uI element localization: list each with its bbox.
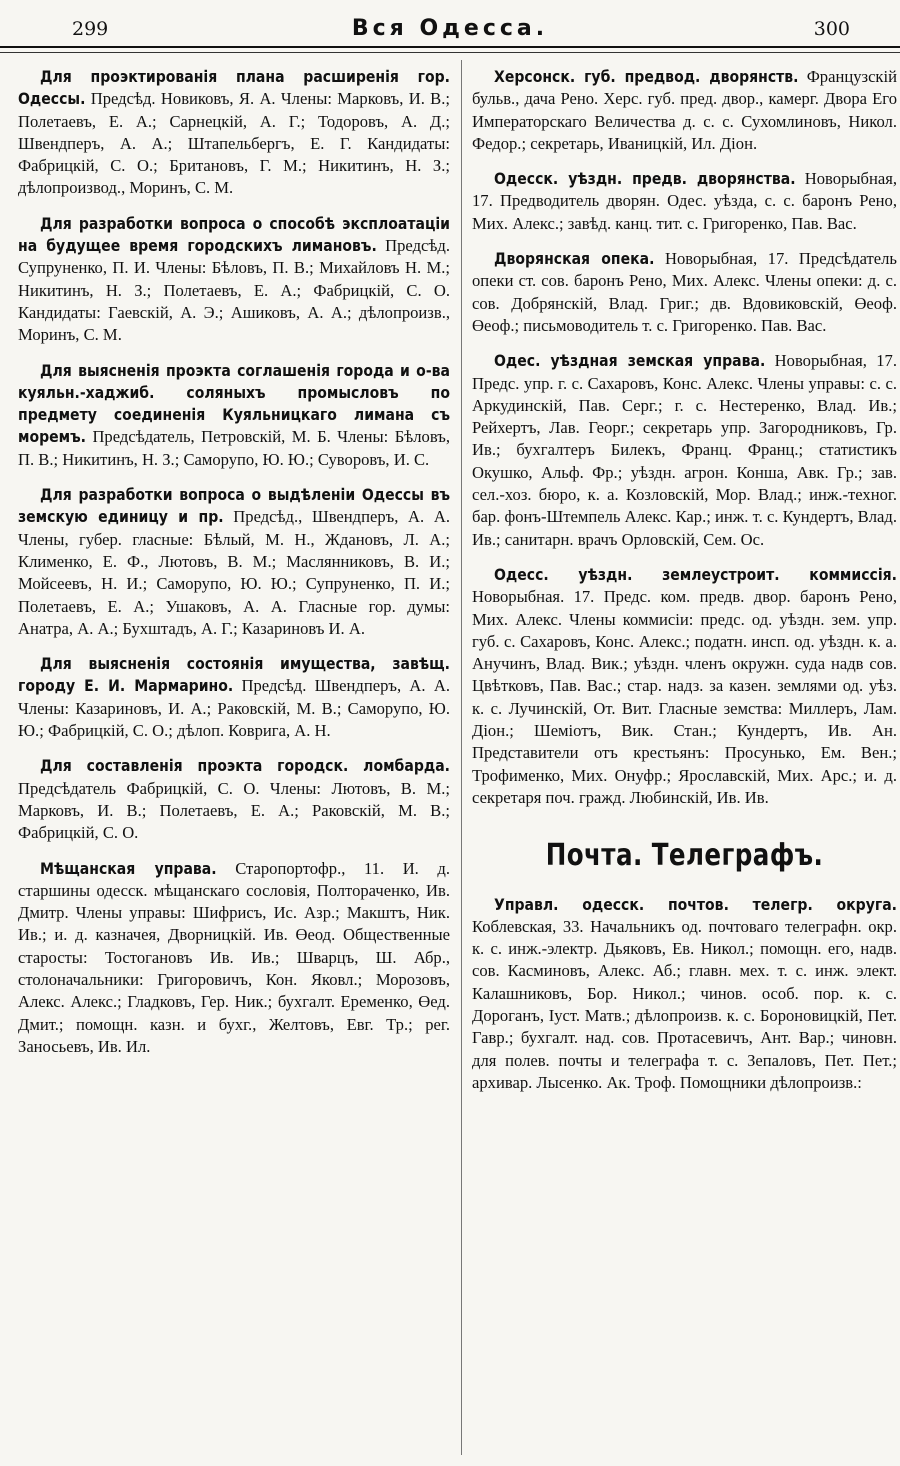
entry-text: Новорыбная, 17. Предс. упр. г. с. Сахаровъ, Конс. Алекс. Члены управы: с. с. Аркудинскій, Пав. Серг.; г. с. Нестеренко, Влад. Ив.; Рейхертъ, Лав. Георг.; секретарь упр. Загородниковъ, Гр. Ив.; бухгалтеръ Билекъ, Франц. Франц.; статистикъ Окушко, Альф. Фр.; уѣздн. агрон. Конша, Авк. Гр.; зав. сел.-хоз. бюро, к. а. Козловскій, Мор. Влад.; инж.-техног. бар. фонъ-Штемпель Алекс. Кар.; инж. т. с. Кундертъ, Влад. Ив.; санитарн. врачъ Орловскій, Сем. Ос. — [472, 351, 897, 549]
entry-commission-city-plan — [18, 66, 450, 200]
entry-heading: Управл. одесск. почтов. телегр. округа. — [494, 895, 897, 914]
page-header — [0, 0, 900, 48]
entry-heading: Херсонск. губ. предвод. дворянств. — [494, 68, 799, 86]
entry-text: Предсѣд. Новиковъ, Я. А. Члены: Марковъ, И. В.; Полетаевъ, Е. А.; Сарнецкій, А. Г.; Тодоровъ, А. Д.; Швендперъ, А. А.; Штапельбергъ, Е. Г. Кандидаты: Фабрицкій, С. О.; Британовъ, Г. М.; Никитинъ, Н. З.; дѣлопроизвод., Моринъ, С. М. — [18, 89, 450, 198]
page-number-left: 299 — [72, 18, 109, 40]
running-title: Вся Одесса. — [351, 16, 549, 41]
entry-text: Французскій бульв., дача Рено. Херс. губ. пред. двор., камерг. Двора Его Императорскаго Величества д. с. с. Сухомлиновъ, Никол. Федор.; секретарь, Иваницкій, Ил. Діон. — [472, 67, 897, 153]
entry-postal-telegraph-district — [472, 894, 897, 1095]
entry-text: Предсѣд. Швендперъ, А. А. Члены: Казариновъ, И. А.; Раковскій, М. В.; Саморупо, Ю. Ю.; Фабрицкій, С. О.; дѣлоп. Коврига, А. Н. — [18, 676, 450, 741]
entry-text: Коблевская, 33. Начальникъ од. почтоваго телеграфн. окр. к. с. инж.-электр. Дьяковъ, Ев. Никол.; помощн. его, надв. сов. Касминовъ, Алекс. Аб.; главн. мех. т. с. инж. элект. Калашниковъ, Бор. Никол.; чинов. особ. пор. к. с. Дороганъ, Іуст. Матв.; дѣлопроизв. к. с. Бороновицкій, Пет. Гавр.; бухгалт. над. сов. Протасевичъ, Ант. Вар.; чиновн. для полев. почты и телеграфа т. с. Зепаловъ, Пет. Пет.; архивар. Лысенко. Ак. Троф. Помощники дѣлопроизв.: — [472, 916, 897, 1092]
entry-land-commission — [472, 564, 897, 809]
entry-heading: Одесс. уѣздн. землеустроит. коммиссія. — [494, 565, 897, 584]
entry-text: Предсѣдатель, Петровскій, М. Б. Члены: Бѣловъ, П. В.; Никитинъ, Н. З.; Саморупо, Ю. Ю.; Суворовъ, И. С. — [18, 427, 450, 469]
entry-text: Старопортофр., 11. И. д. старшины одесск. мѣщанскаго сословія, Полтораченко, Ив. Дмитр. Члены управы: Шифрисъ, Ис. Азр.; Макштъ, Ник. Ив.; и. д. казначея, Дворницкій. Ив. Өеод. Общественные старосты: Тостогановъ Ив. Ив.; Шварцъ, Ш. Абр., столоначальники: Григоровичъ, Кон. Яковл.; Морозовъ, Алекс. Алекс.; Гладковъ, Гер. Ник.; бухгалт. Еременко, Өед. Дмит.; помощн. казн. и бухг., Желтовъ, Евг. Тр.; рег. Заносьевъ, Ив. Ил. — [18, 858, 450, 1056]
header-rule — [0, 52, 900, 53]
entry-uezd-zemstvo-board — [472, 350, 897, 551]
entry-heading: Для выясненія состоянія имущества, завѣщ. городу Е. И. Мармарино. — [18, 655, 450, 696]
entry-text: Предсѣд., Швендперъ, А. А. Члены, губер. гласные: Бѣлый, М. Н., Ждановъ, Л. А.; Клименко, Е. Ф., Лютовъ, В. М.; Маслянниковъ, В. И.; Мойсеевъ, Н. И.; Саморупо, Ю. Ю.; Супруненко, П. И.; Полетаевъ, Е. А.; Ушаковъ, А. А. Гласные гор. думы: Анатра, А. А.; Бухштадъ, А. Г.; Казариновъ И. А. — [18, 507, 450, 638]
entry-commission-limans — [18, 213, 450, 347]
entry-commission-zemstvo-unit — [18, 484, 450, 640]
entry-heading: Для разработки вопроса о выдѣленіи Одессы въ земскую единицу и пр. — [18, 486, 450, 527]
entry-meshchanskaya-uprava — [18, 858, 450, 1059]
entry-heading: Для разработки вопроса о способѣ эксплоатаціи на будущее время городскихъ лимановъ. — [18, 214, 450, 256]
left-column — [18, 66, 450, 1071]
entry-text: Новорыбная, 17. Предсѣдатель опеки ст. сов. баронъ Рено, Мих. Алекс. Члены опеки: д. с. сов. Добрянскій, Влад. Григ.; дв. Вдовиковскій, Өеоф. Өеоф.; письмоводитель т. с. Григоренко. Пав. Вас. — [472, 249, 897, 335]
column-divider — [461, 60, 462, 1455]
entry-heading: Мѣщанская управа. — [40, 859, 217, 878]
entry-heading: Для выясненія проэкта соглашенія города и о-ва куяльн.-хаджиб. соляныхъ промысловъ по предмету соединенія Куяльницкаго лимана съ моремъ. — [18, 361, 450, 447]
entry-commission-marmarino-estate — [18, 653, 450, 742]
entry-text: Предсѣд. Супруненко, П. И. Члены: Бѣловъ, П. В.; Михайловъ Н. М.; Никитинъ, Н. З.; Полетаевъ, Е. А.; Фабрицкій, С. О. Кандидаты: Гаевскій, А. Э.; Ашиковъ, А. А.; дѣлопроизв., Моринъ, С. М. — [18, 236, 450, 345]
entry-heading: Для проэктированія плана расширенія гор. Одессы. — [18, 68, 450, 109]
entry-commission-salt-works — [18, 360, 450, 471]
entry-text: Предсѣдатель Фабрицкій, С. О. Члены: Лютовъ, В. М.; Марковъ, И. В.; Полетаевъ, Е. А.; Раковскій, М. В.; Фабрицкій, С. О. — [18, 778, 450, 843]
entry-heading: Дворянская опека. — [494, 250, 655, 269]
entry-heading: Одесск. уѣздн. предв. дворянства. — [494, 170, 796, 189]
entry-text: Новорыбная, 17. Предводитель дворян. Одес. уѣзда, с. с. баронъ Рено, Мих. Алекс.; завѣд. канц. тит. с. Григоренко, Пав. Вас. — [472, 169, 897, 233]
entry-odessa-uezd-nobility — [472, 168, 897, 235]
entry-commission-pawnshop — [18, 755, 450, 844]
page-number-right: 300 — [813, 18, 850, 40]
entry-heading: Для составленія проэкта городск. ломбарда. — [40, 757, 450, 776]
entry-nobility-guardianship — [472, 248, 897, 337]
right-column — [472, 66, 897, 1107]
entry-kherson-nobility-marshal — [472, 66, 897, 155]
entry-text: Новорыбная. 17. Предс. ком. предв. двор. баронъ Рено, Мих. Алекс. Члены коммисіи: предс. од. уѣздн. зем. упр. губ. с. Сахаровъ, Конс. Алекс.; податн. инсп. од. уѣздн. к. а. Анучинъ, Влад. Вик.; уѣздн. членъ окружн. суда надв сов. Цвѣтковъ, Пав. Вас.; стар. надз. за казен. землями од. уѣз. к. с. Лучинскій, От. Вит. Гласные земства: Миллеръ, Лам. Діон.; Шеміотъ, Вик. Стан.; Кундертъ, Ив. Ан. Представители отъ крестьянъ: Просунько, Ем. Вен.; Трофименко, Мих. Онуфр.; Ярославскій, Мих. Арс.; и. д. секретаря поч. гражд. Любинскій, Ив. Ив. — [472, 587, 897, 807]
entry-heading: Одес. уѣздная земская управа. — [494, 352, 766, 371]
section-title: Почта. Телеграфъ. — [545, 838, 824, 874]
